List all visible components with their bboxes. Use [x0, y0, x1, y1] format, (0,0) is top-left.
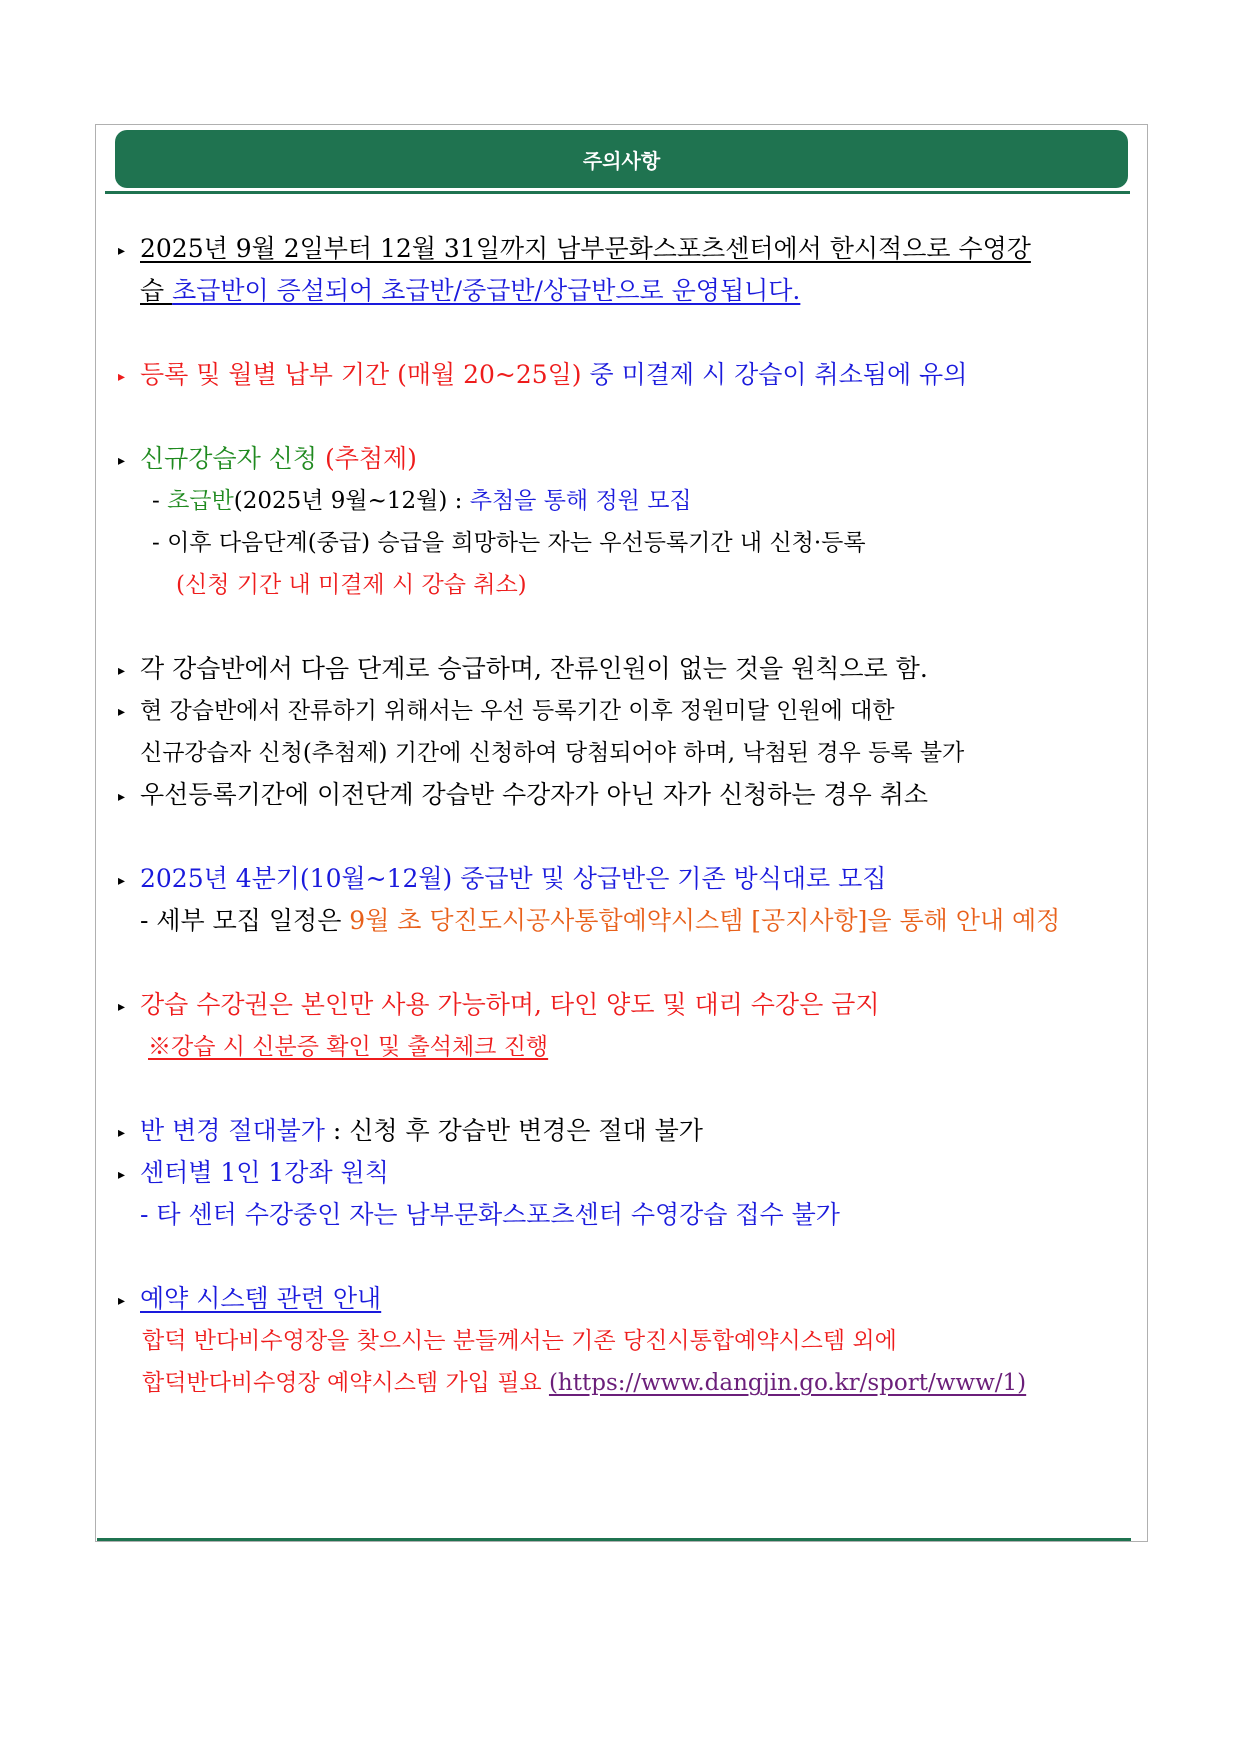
new-applicant-sub-3 — [118, 564, 1128, 606]
q4-detail-schedule: 9월 초 당진도시공사통합예약시스템 [공지사항]을 통해 안내 예정 — [349, 906, 1061, 935]
reservation-heading: 예약 시스템 관련 안내 — [140, 1284, 382, 1313]
bullet-icon: ▸ — [118, 999, 126, 1015]
new-applicant-sub-2 — [118, 522, 1128, 564]
operation-line-2 — [118, 270, 1128, 312]
notice-item-operation — [118, 228, 1128, 270]
notice-item-payment — [118, 354, 1128, 396]
notice-item-cancel — [118, 774, 1128, 816]
one-class-rule: 센터별 1인 1강좌 원칙 — [140, 1158, 389, 1187]
footer-divider — [97, 1538, 1131, 1541]
reservation-text-1: 합덕 반다비수영장을 찾으시는 분들께서는 기존 당진시통합예약시스템 외에 — [142, 1328, 897, 1354]
stay-line-2-text: 신규강습자 신청(추첨제) 기간에 신청하여 당첨되어야 하며, 낙첨된 경우 등록 불가 — [140, 740, 965, 766]
q4-detail — [118, 900, 1128, 942]
cancel-rule: 우선등록기간에 이전단계 강습반 수강자가 아닌 자가 신청하는 경우 취소 — [140, 780, 929, 809]
stay-line-2 — [118, 732, 1128, 774]
bullet-icon: ▸ — [118, 1125, 126, 1141]
reservation-link[interactable]: (https://www.dangjin.go.kr/sport/www/1) — [548, 1370, 1027, 1396]
reservation-text-2: 합덕반다비수영장 예약시스템 가입 필요 — [142, 1370, 549, 1396]
class-change-rule: : 신청 후 강습반 변경은 절대 불가 — [324, 1116, 703, 1145]
other-center-rule — [118, 1194, 1128, 1236]
operation-line-2-highlight: 초급반이 증설되어 초급반/중급반/상급반으로 운영됩니다. — [172, 276, 801, 305]
notice-item-reservation — [118, 1278, 1128, 1320]
operation-line-1: 2025년 9월 2일부터 12월 31일까지 남부문화스포츠센터에서 한시적으로 수영강 — [140, 234, 1031, 263]
lottery-label: (추첨제) — [324, 444, 417, 473]
bullet-icon: ▸ — [118, 873, 126, 889]
beginner-period: (2025년 9월~12월) : — [233, 488, 470, 514]
promotion-text: - 이후 다음단계(중급) 승급을 희망하는 자는 우선등록기간 내 신청·등록 — [152, 530, 866, 556]
other-center-text: - 타 센터 수강중인 자는 남부문화스포츠센터 수영강습 접수 불가 — [140, 1200, 840, 1229]
new-applicant-heading: 신규강습자 신청 — [140, 444, 325, 473]
notice-title: 주의사항 — [582, 148, 661, 173]
notice-item-ticket — [118, 984, 1128, 1026]
notice-header-bar — [115, 130, 1128, 188]
promotion-principle: 각 강습반에서 다음 단계로 승급하며, 잔류인원이 없는 것을 원칙으로 함. — [140, 654, 928, 683]
ticket-note — [118, 1026, 1128, 1068]
q4-detail-prefix: - 세부 모집 일정은 — [140, 906, 350, 935]
bullet-icon: ▸ — [118, 453, 126, 469]
ticket-rule: 강습 수강권은 본인만 사용 가능하며, 타인 양도 및 대리 수강은 금지 — [140, 990, 880, 1019]
notice-item-class-change — [118, 1110, 1128, 1152]
notice-item-promotion — [118, 648, 1128, 690]
dash: - — [152, 488, 168, 514]
bullet-icon: ▸ — [118, 1293, 126, 1309]
payment-period: 등록 및 월별 납부 기간 (매월 20~25일) — [140, 360, 582, 389]
cancellation-note: (신청 기간 내 미결제 시 강습 취소) — [176, 572, 527, 598]
bullet-icon: ▸ — [118, 1167, 126, 1183]
bullet-icon: ▸ — [118, 243, 126, 259]
notice-item-stay — [118, 690, 1128, 732]
operation-line-2-prefix: 습 — [140, 276, 173, 305]
reservation-line-1 — [118, 1320, 1128, 1362]
notice-item-one-class — [118, 1152, 1128, 1194]
notice-item-new-applicant — [118, 438, 1128, 480]
new-applicant-sub-1 — [118, 480, 1128, 522]
bullet-icon: ▸ — [118, 369, 126, 385]
payment-warning: 중 미결제 시 강습이 취소됨에 유의 — [581, 360, 968, 389]
bullet-icon: ▸ — [118, 789, 126, 805]
stay-line-1: 현 강습반에서 잔류하기 위해서는 우선 등록기간 이후 정원미달 인원에 대한 — [140, 698, 895, 724]
beginner-class-label: 초급반 — [167, 488, 234, 514]
notice-item-q4 — [118, 858, 1128, 900]
bullet-icon: ▸ — [118, 663, 126, 679]
bullet-icon: ▸ — [118, 704, 126, 720]
class-change-label: 반 변경 절대불가 — [140, 1116, 325, 1145]
id-check-note: ※강습 시 신분증 확인 및 출석체크 진행 — [148, 1034, 549, 1060]
q4-recruit: 2025년 4분기(10월~12월) 중급반 및 상급반은 기존 방식대로 모집 — [140, 864, 887, 893]
lottery-recruit-text: 추첨을 통해 정원 모집 — [469, 488, 692, 514]
notice-content — [118, 228, 1128, 1404]
reservation-line-2 — [118, 1362, 1128, 1404]
header-divider — [105, 191, 1130, 194]
